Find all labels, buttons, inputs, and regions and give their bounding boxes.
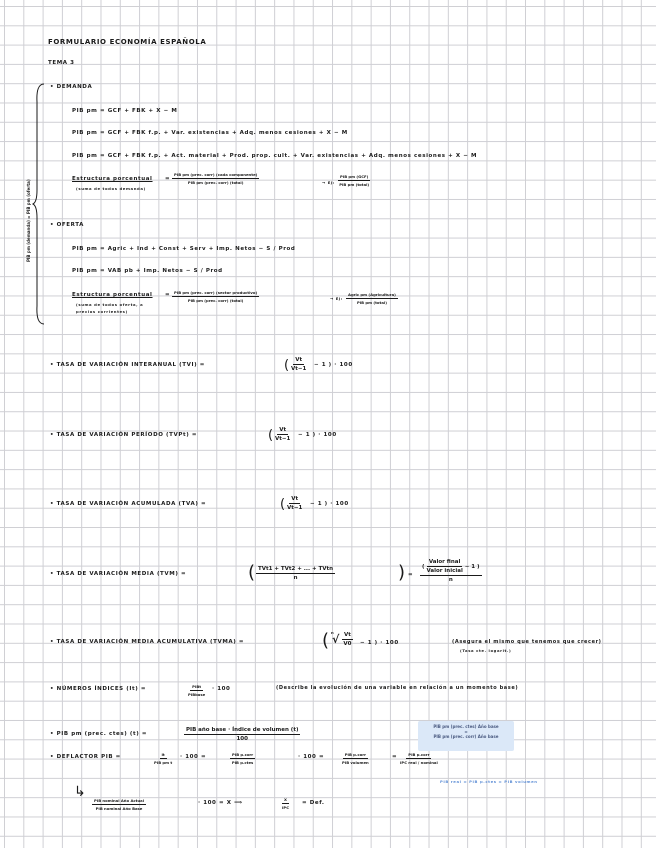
oferta-estructura-note-2: precios corrientes) <box>76 309 128 314</box>
tvi-label: • TASA DE VARIACIÓN INTERANUAL (TVI) = <box>50 362 205 368</box>
tvma-note-small: (Tasa cte. logarit.) <box>460 648 512 653</box>
deflactor-op-1: · 100 = <box>180 754 207 760</box>
oferta-estructura-label: Estructura porcentual <box>72 292 153 298</box>
oferta-ej-fraction: Agric pm (Agricultura) PIB pm (total) <box>348 292 396 305</box>
deflactor-fraction-1: It PIB pm t <box>154 752 173 765</box>
last-fraction-2: X IPC <box>282 797 289 810</box>
tvm-fraction-2: ( $\frac{\text{Valor final}}{\text{Valor inicial}}$ − 1 ) n <box>422 559 480 583</box>
deflactor-fraction-3: PIB p.corr PIB volumen <box>342 752 369 765</box>
demanda-ej-prefix: → Ej: <box>322 180 335 185</box>
demanda-estructura-label: Estructura porcentual <box>72 176 153 182</box>
deflactor-fraction-4: PIB p.corr IPC real / nominal <box>400 752 438 765</box>
tvma-note: (Asegura el mismo que tenemos que crecer) <box>452 639 602 645</box>
tvi-fraction: $\frac{Vt}{Vt-1}$ <box>291 357 307 372</box>
oferta-formula-1: PIB pm = Agric + Ind + Const + Serv + Imp. Netos − S / Prod <box>72 246 296 252</box>
topic-label: TEMA 3 <box>48 60 75 66</box>
tvm-label: • TASA DE VARIACIÓN MEDIA (TVM) = <box>50 571 187 577</box>
demanda-formula-3: PIB pm = GCF + FBK f.p. + Act. material + Prod. prop. cult. + Var. existencias + Adq. menos cesiones + X − M <box>72 153 478 159</box>
tvma-label: • TASA DE VARIACIÓN MEDIA ACUMULATIVA (TVMA) = <box>50 639 245 645</box>
indices-tail: · 100 <box>212 686 231 692</box>
oferta-estructura-note-1: (suma de todos oferta, a <box>76 302 144 307</box>
demanda-estructura-fraction: PIB pm (prec. corr) (cada componente) PIB pm (prec. corr) (total) <box>174 172 258 185</box>
tvm-equals: = <box>408 572 414 578</box>
side-label: PIB pm (demanda) = PIB pm (oferta) <box>26 179 31 262</box>
demanda-ej-fraction: PIB pm (GCF) PIB pm (total) <box>339 174 370 187</box>
highlight-box: PIB pm (prec. ctes) Año base = PIB pm (prec. corr) Año base <box>418 721 514 751</box>
oferta-ej-prefix: → Ej: <box>330 296 343 301</box>
demanda-header: • DEMANDA <box>50 84 93 90</box>
indices-label: • NÚMEROS ÍNDICES (It) = <box>50 686 147 692</box>
tvma-fraction: $\frac{Vt}{V0}$ <box>343 632 352 647</box>
deflactor-fraction-2: PIB p.corr PIB p.ctes <box>231 752 254 765</box>
deflactor-label: • DEFLACTOR PIB = <box>50 754 121 760</box>
curved-arrow-icon: ↳ <box>74 784 87 800</box>
oferta-header: • OFERTA <box>50 222 84 228</box>
oferta-formula-2: PIB pm = VAB pb + Imp. Netos − S / Prod <box>72 268 223 274</box>
last-fraction: PIB nominal Año Actual PIB nominal Año Base <box>94 798 145 811</box>
last-mid: · 100 = X ⟹ <box>198 800 243 806</box>
pib-real-fraction: PIB año base · Índice de volumen (t) 100 <box>186 727 299 742</box>
tvi-tail: − 1 ) · 100 <box>314 362 353 368</box>
tvma-root-index: n <box>331 630 335 635</box>
tvp-label: • TASA DE VARIACIÓN PERÍODO (TVPt) = <box>50 432 198 438</box>
last-tail: = Def. <box>302 800 325 806</box>
oferta-estructura-fraction: PIB pm (prec. corr) (sector productivo) PIB pm (prec. corr) (total) <box>174 290 258 303</box>
tva-fraction: $\frac{Vt}{Vt-1}$ <box>287 496 303 511</box>
left-brace <box>32 82 46 326</box>
demanda-formula-2: PIB pm = GCF + FBK f.p. + Var. existencias + Adq. menos cesiones + X − M <box>72 130 348 136</box>
indices-fraction: PIBt PIBbase <box>188 684 206 697</box>
deflactor-op-2: · 100 = <box>298 754 325 760</box>
demanda-formula-1: PIB pm = GCF + FBK + X − M <box>72 108 178 114</box>
deflactor-op-3: = <box>392 754 398 760</box>
demanda-estructura-note: (suma de todos demanda) <box>76 186 146 191</box>
tvm-fraction: TVt1 + TVt2 + ... + TVtn n <box>258 566 334 581</box>
page-title: FORMULARIO ECONOMÍA ESPAÑOLA <box>48 38 207 46</box>
tva-tail: − 1 ) · 100 <box>310 501 349 507</box>
tvp-fraction: $\frac{Vt}{Vt-1}$ <box>275 427 291 442</box>
tvma-tail: − 1 ) · 100 <box>360 640 399 646</box>
tvp-tail: − 1 ) · 100 <box>298 432 337 438</box>
indices-note: (Describe la evolución de una variable en relación a un momento base) <box>276 685 519 691</box>
tva-label: • TASA DE VARIACIÓN ACUMULADA (TVA) = <box>50 501 207 507</box>
blue-note: PIB real = PIB p.ctes = PIB volumen <box>440 779 538 784</box>
pib-real-label: • PIB pm (prec. ctes) (t) = <box>50 731 148 737</box>
